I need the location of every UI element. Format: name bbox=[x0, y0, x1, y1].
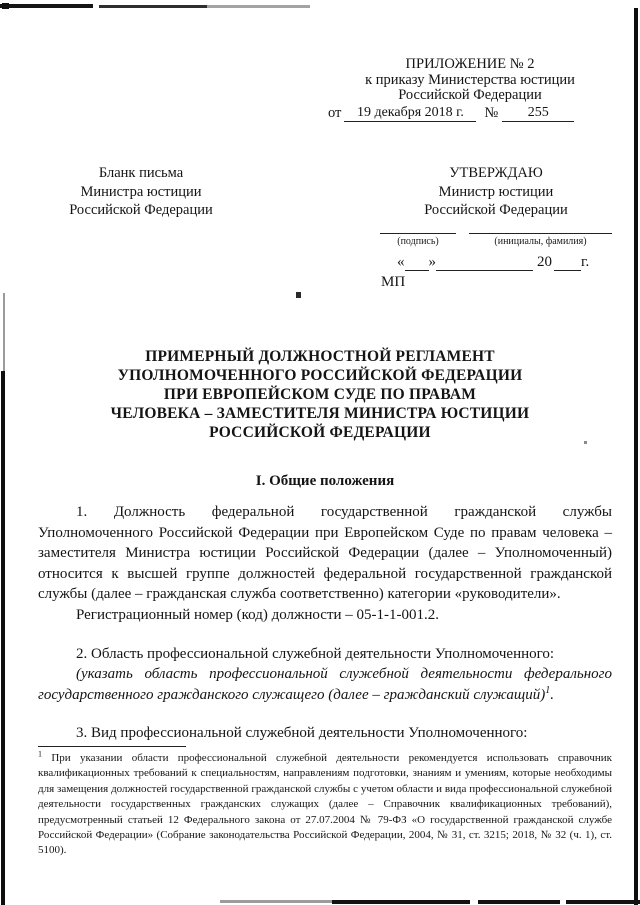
order-number-value: 255 bbox=[502, 105, 574, 122]
document-title bbox=[30, 347, 610, 442]
seal-placeholder: МП bbox=[381, 273, 406, 290]
footnote-text bbox=[38, 751, 612, 859]
scan-border-bottom-gray bbox=[220, 900, 332, 903]
year-blank-line bbox=[554, 255, 581, 271]
scan-border-left-gray bbox=[3, 293, 5, 371]
appendix-header bbox=[328, 57, 612, 122]
approve-label: УТВЕРЖДАЮ bbox=[449, 165, 543, 181]
approval-lines bbox=[380, 164, 612, 220]
approval-date-row bbox=[380, 254, 612, 271]
footnote-mark: 1 bbox=[38, 749, 42, 759]
paragraph-2-instruction bbox=[38, 664, 612, 705]
year-prefix: 20 bbox=[537, 253, 552, 270]
number-sign-label: № bbox=[484, 104, 499, 121]
title-line: ЧЕЛОВЕКА – ЗАМЕСТИТЕЛЯ МИНИСТРА ЮСТИЦИИ bbox=[110, 405, 530, 422]
scan-border-top-gray bbox=[207, 5, 310, 8]
month-blank-line bbox=[436, 255, 533, 271]
scan-border-bottom bbox=[332, 900, 640, 904]
paragraph-1-registration: Регистрационный номер (код) должности – 05-1-1-001.2. bbox=[76, 606, 440, 623]
initials-field bbox=[469, 233, 612, 247]
letterhead-line2: Министра юстиции bbox=[80, 183, 202, 200]
title-line: ПРИМЕРНЫЙ ДОЛЖНОСТНОЙ РЕГЛАМЕНТ bbox=[145, 348, 495, 365]
paragraph-2: 2. Область профессиональной служебной деятельности Уполномоченного: bbox=[76, 645, 555, 662]
letterhead-block bbox=[55, 164, 227, 220]
appendix-number: ПРИЛОЖЕНИЕ № 2 bbox=[405, 56, 535, 72]
quote-open: « bbox=[397, 253, 405, 270]
order-reference-line2: Российской Федерации bbox=[398, 87, 542, 103]
quote-close: » bbox=[428, 253, 436, 270]
scan-border-right bbox=[634, 8, 638, 905]
title-line: УПОЛНОМОЧЕННОГО РОССИЙСКОЙ ФЕДЕРАЦИИ bbox=[117, 367, 523, 384]
title-line: РОССИЙСКОЙ ФЕДЕРАЦИИ bbox=[209, 424, 431, 441]
date-from-label: от bbox=[328, 104, 342, 121]
paragraph-1: 1. Должность федеральной государственной гражданской службы Уполномоченного Российской Федерации при Европейском Суде по правам человека – заместителя Министра юстиции Российской Федерации (далее – Уполномоченный) относится к высшей группе должностей федеральной государственной гражданской службы (далее – гражданская служба соответственно) категории «руководители». bbox=[38, 504, 612, 603]
scan-border-left bbox=[1, 371, 5, 905]
scan-border-top-dark bbox=[0, 4, 93, 8]
letterhead-line3: Российской Федерации bbox=[69, 202, 213, 219]
scan-artifact-dot bbox=[296, 292, 301, 298]
year-suffix: г. bbox=[581, 253, 590, 270]
approval-block bbox=[380, 164, 612, 291]
day-blank-line bbox=[405, 255, 429, 271]
paragraph-3: 3. Вид профессиональной служебной деятельности Уполномоченного: bbox=[76, 725, 528, 742]
scan-border-bottom-gap bbox=[470, 899, 478, 905]
order-reference-line1: к приказу Министерства юстиции bbox=[365, 71, 575, 88]
signature-label: (подпись) bbox=[397, 235, 439, 247]
approver-title-line2: Российской Федерации bbox=[424, 202, 568, 219]
scan-border-bottom-gap bbox=[560, 899, 566, 905]
letterhead-line1: Бланк письма bbox=[98, 165, 184, 181]
order-date-row bbox=[328, 105, 612, 122]
title-line: ПРИ ЕВРОПЕЙСКОМ СУДЕ ПО ПРАВАМ bbox=[163, 386, 477, 403]
approver-title-line1: Министр юстиции bbox=[438, 183, 554, 200]
document-body bbox=[38, 502, 612, 744]
scan-artifact-speck bbox=[2, 3, 9, 9]
footnote-reference: 1 bbox=[545, 684, 551, 696]
instruction-text: (указать область профессиональной служебной деятельности федерального государственного гражданского служащего (далее – гражданский служащий) bbox=[38, 666, 612, 703]
order-date-value: 19 декабря 2018 г. bbox=[344, 105, 476, 122]
signature-row bbox=[380, 233, 612, 247]
footnote-block bbox=[38, 746, 612, 859]
scan-border-top-dark2 bbox=[99, 5, 207, 8]
instruction-period: . bbox=[550, 686, 554, 703]
signature-field bbox=[380, 233, 456, 247]
initials-label: (инициалы, фамилия) bbox=[494, 235, 587, 247]
section-heading: I. Общие положения bbox=[255, 473, 395, 489]
footnote-body: При указании области профессиональной служебной деятельности рекомендуется использовать справочник квалификационных требований к специальностям, направлениям подготовки, знаниям и умениям, которые необходимы для замещения должностей государственной гражданской службы с учетом области и вида профессиональной служебной деятельности государственных гражданских служащих (далее – Справочник квалификационных требований), предусмотренный статьей 12 Федерального закона от 27.07.2004 № 79-ФЗ «О государственной гражданской службе Российской Федерации» (Собрание законодательства Российской Федерации, 2004, № 31, ст. 3215; 2018, № 32 (ч. 1), ст. 5100). bbox=[38, 752, 612, 857]
